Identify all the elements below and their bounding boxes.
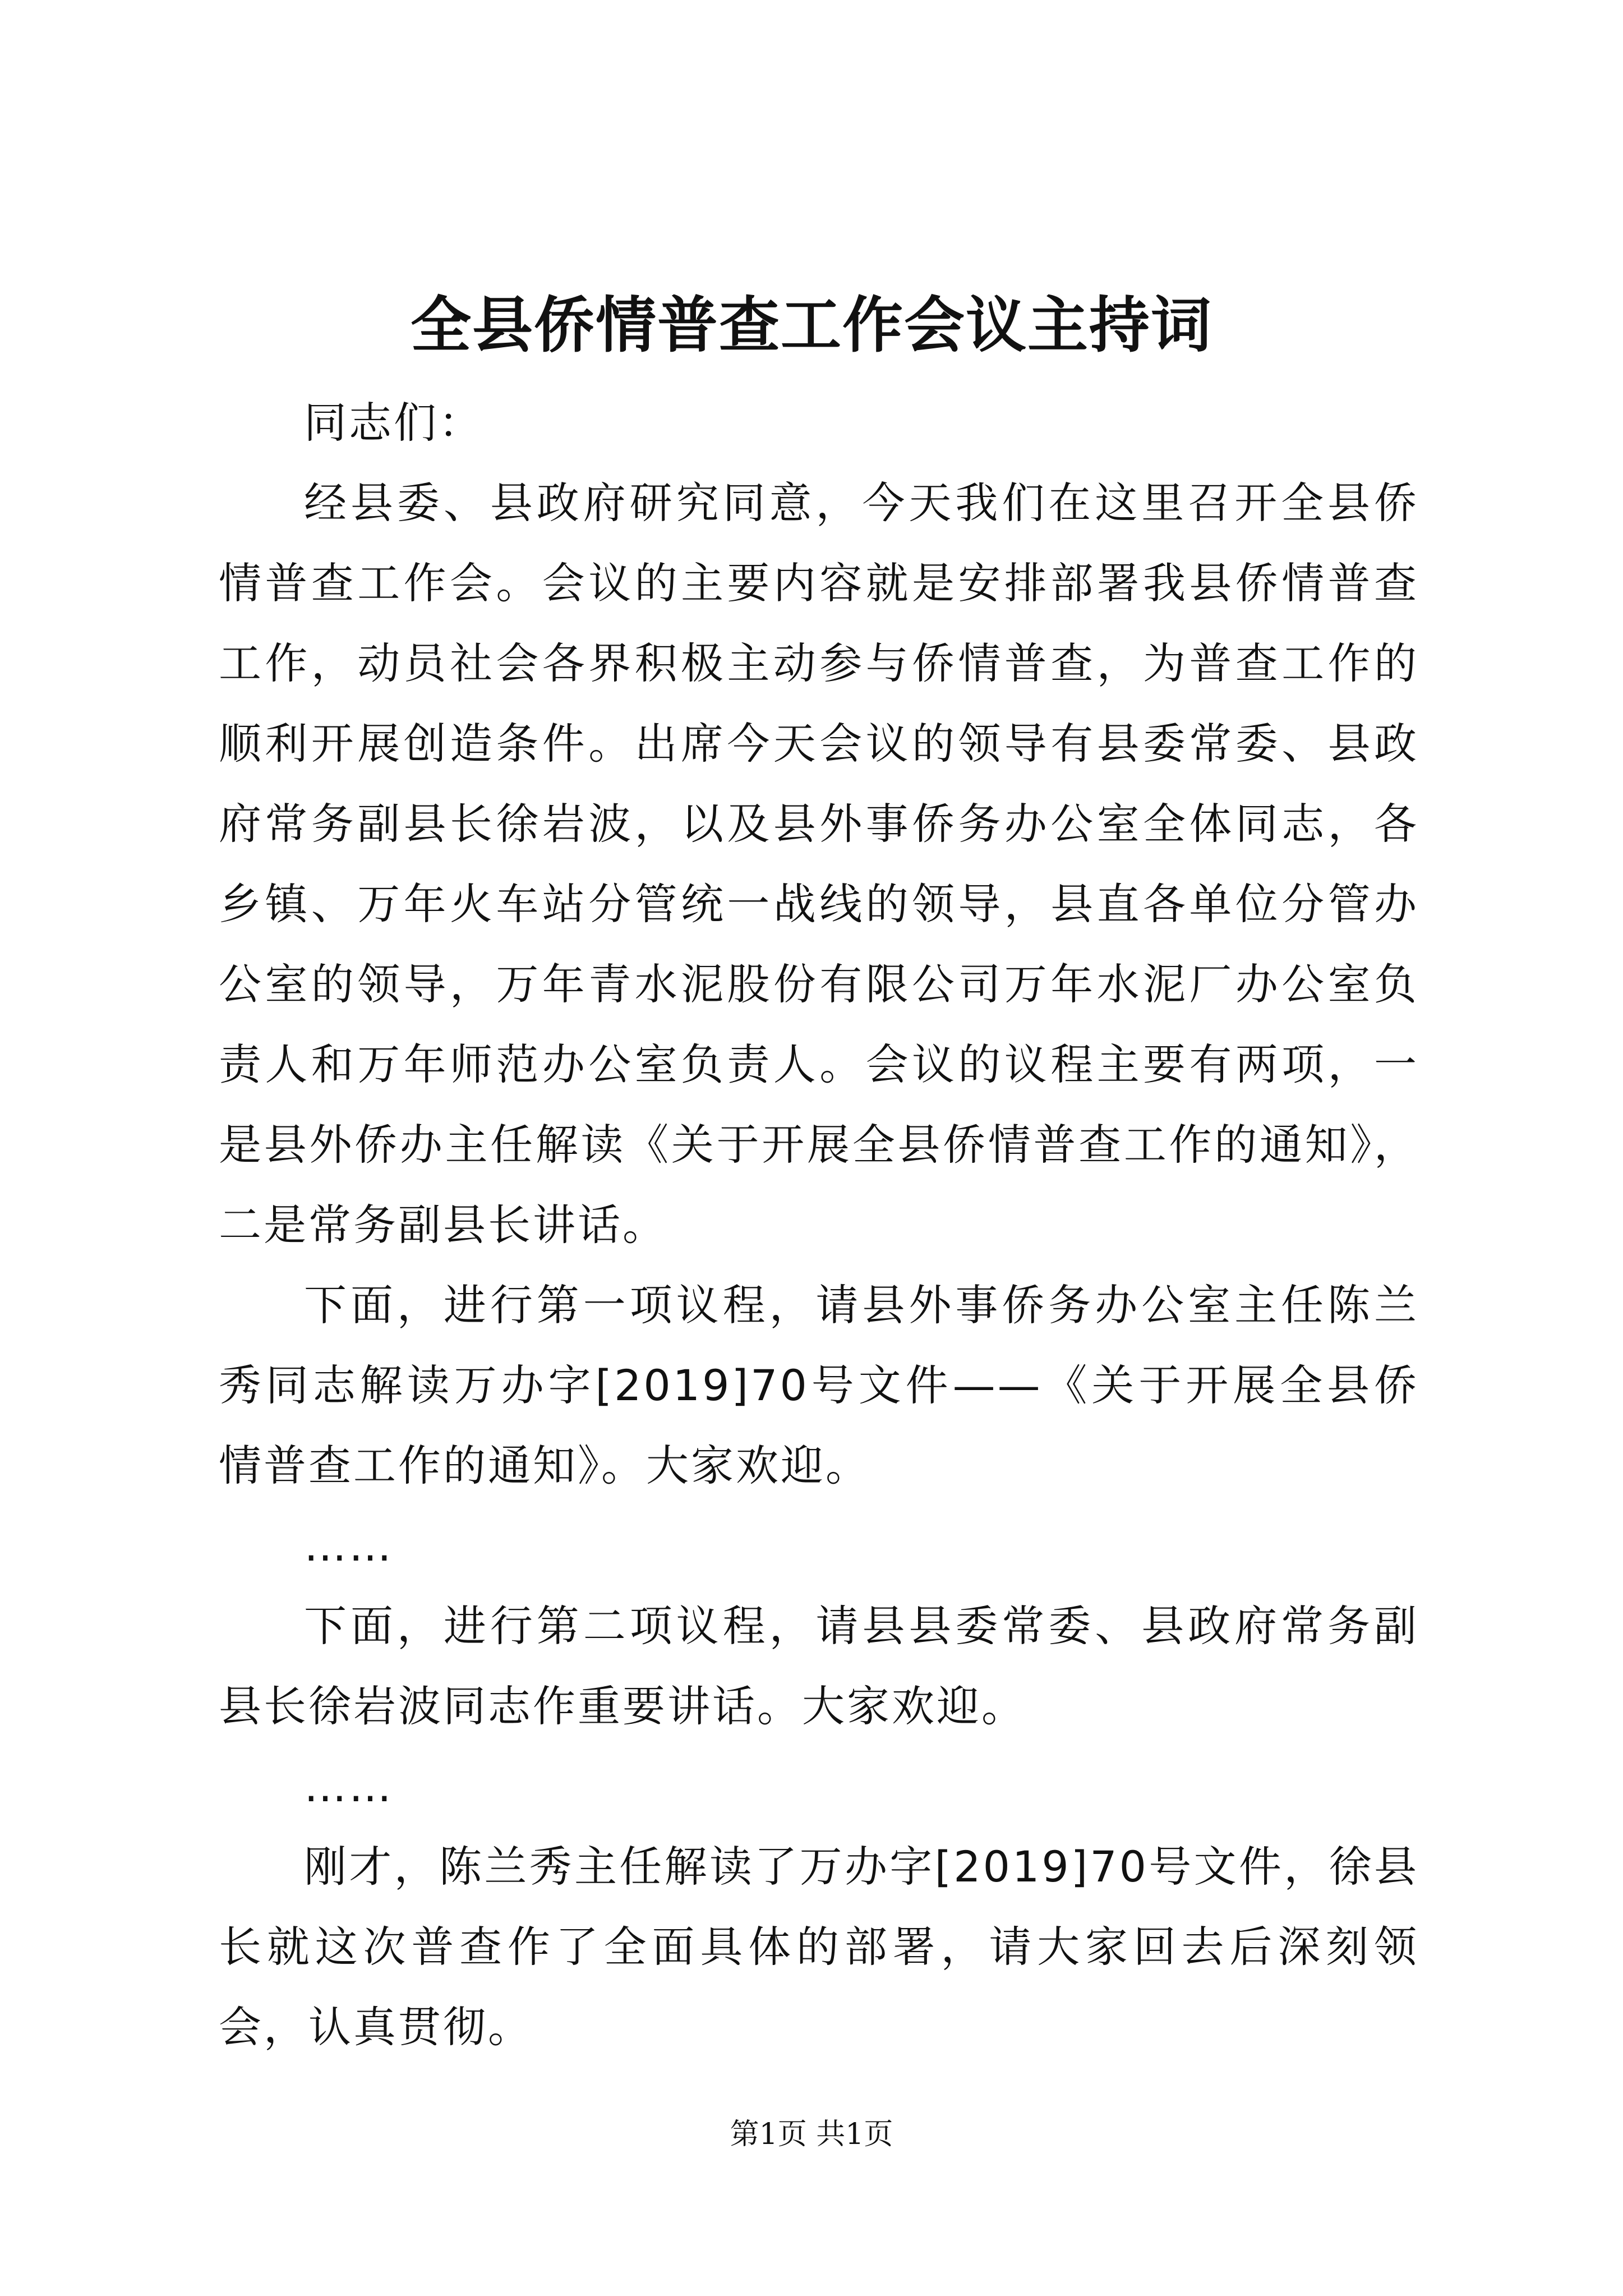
document-title: 全县侨情普查工作会议主持词 (410, 290, 1212, 361)
paragraph-closing: 刚才，陈兰秀主任解读了万办字[2019]70号文件，徐县长就这次普查作了全面具体的部署，请大家回去后深刻领会，认真贯彻。 (219, 1842, 1419, 2052)
ellipsis-one: …… (304, 1521, 394, 1571)
document-body (219, 383, 1419, 2067)
salutation: 同志们： (304, 398, 483, 448)
paragraph-agenda-one: 下面，进行第一项议程，请县外事侨务办公室主任陈兰秀同志解读万办字[2019]70号文件——《关于开展全县侨情普查工作的通知》。大家欢迎。 (219, 1280, 1419, 1490)
page-footer: 第1页 共1页 (730, 2118, 893, 2151)
paragraph-agenda-two: 下面，进行第二项议程，请县县委常委、县政府常务副县长徐岩波同志作重要讲话。大家欢迎。 (219, 1601, 1419, 1731)
paragraph-opening: 经县委、县政府研究同意，今天我们在这里召开全县侨情普查工作会。会议的主要内容就是安排部署我县侨情普查工作，动员社会各界积极主动参与侨情普查，为普查工作的顺利开展创造条件。出席今天会议的领导有县委常委、县政府常务副县长徐岩波，以及县外事侨务办公室全体同志，各乡镇、万年火车站分管统一战线的领导，县直各单位分管办公室的领导，万年青水泥股份有限公司万年水泥厂办公室负责人和万年师范办公室负责人。会议的议程主要有两项，一是县外侨办主任解读《关于开展全县侨情普查工作的通知》，二是常务副县长讲话。 (219, 478, 1419, 1250)
ellipsis-two: …… (304, 1761, 394, 1811)
